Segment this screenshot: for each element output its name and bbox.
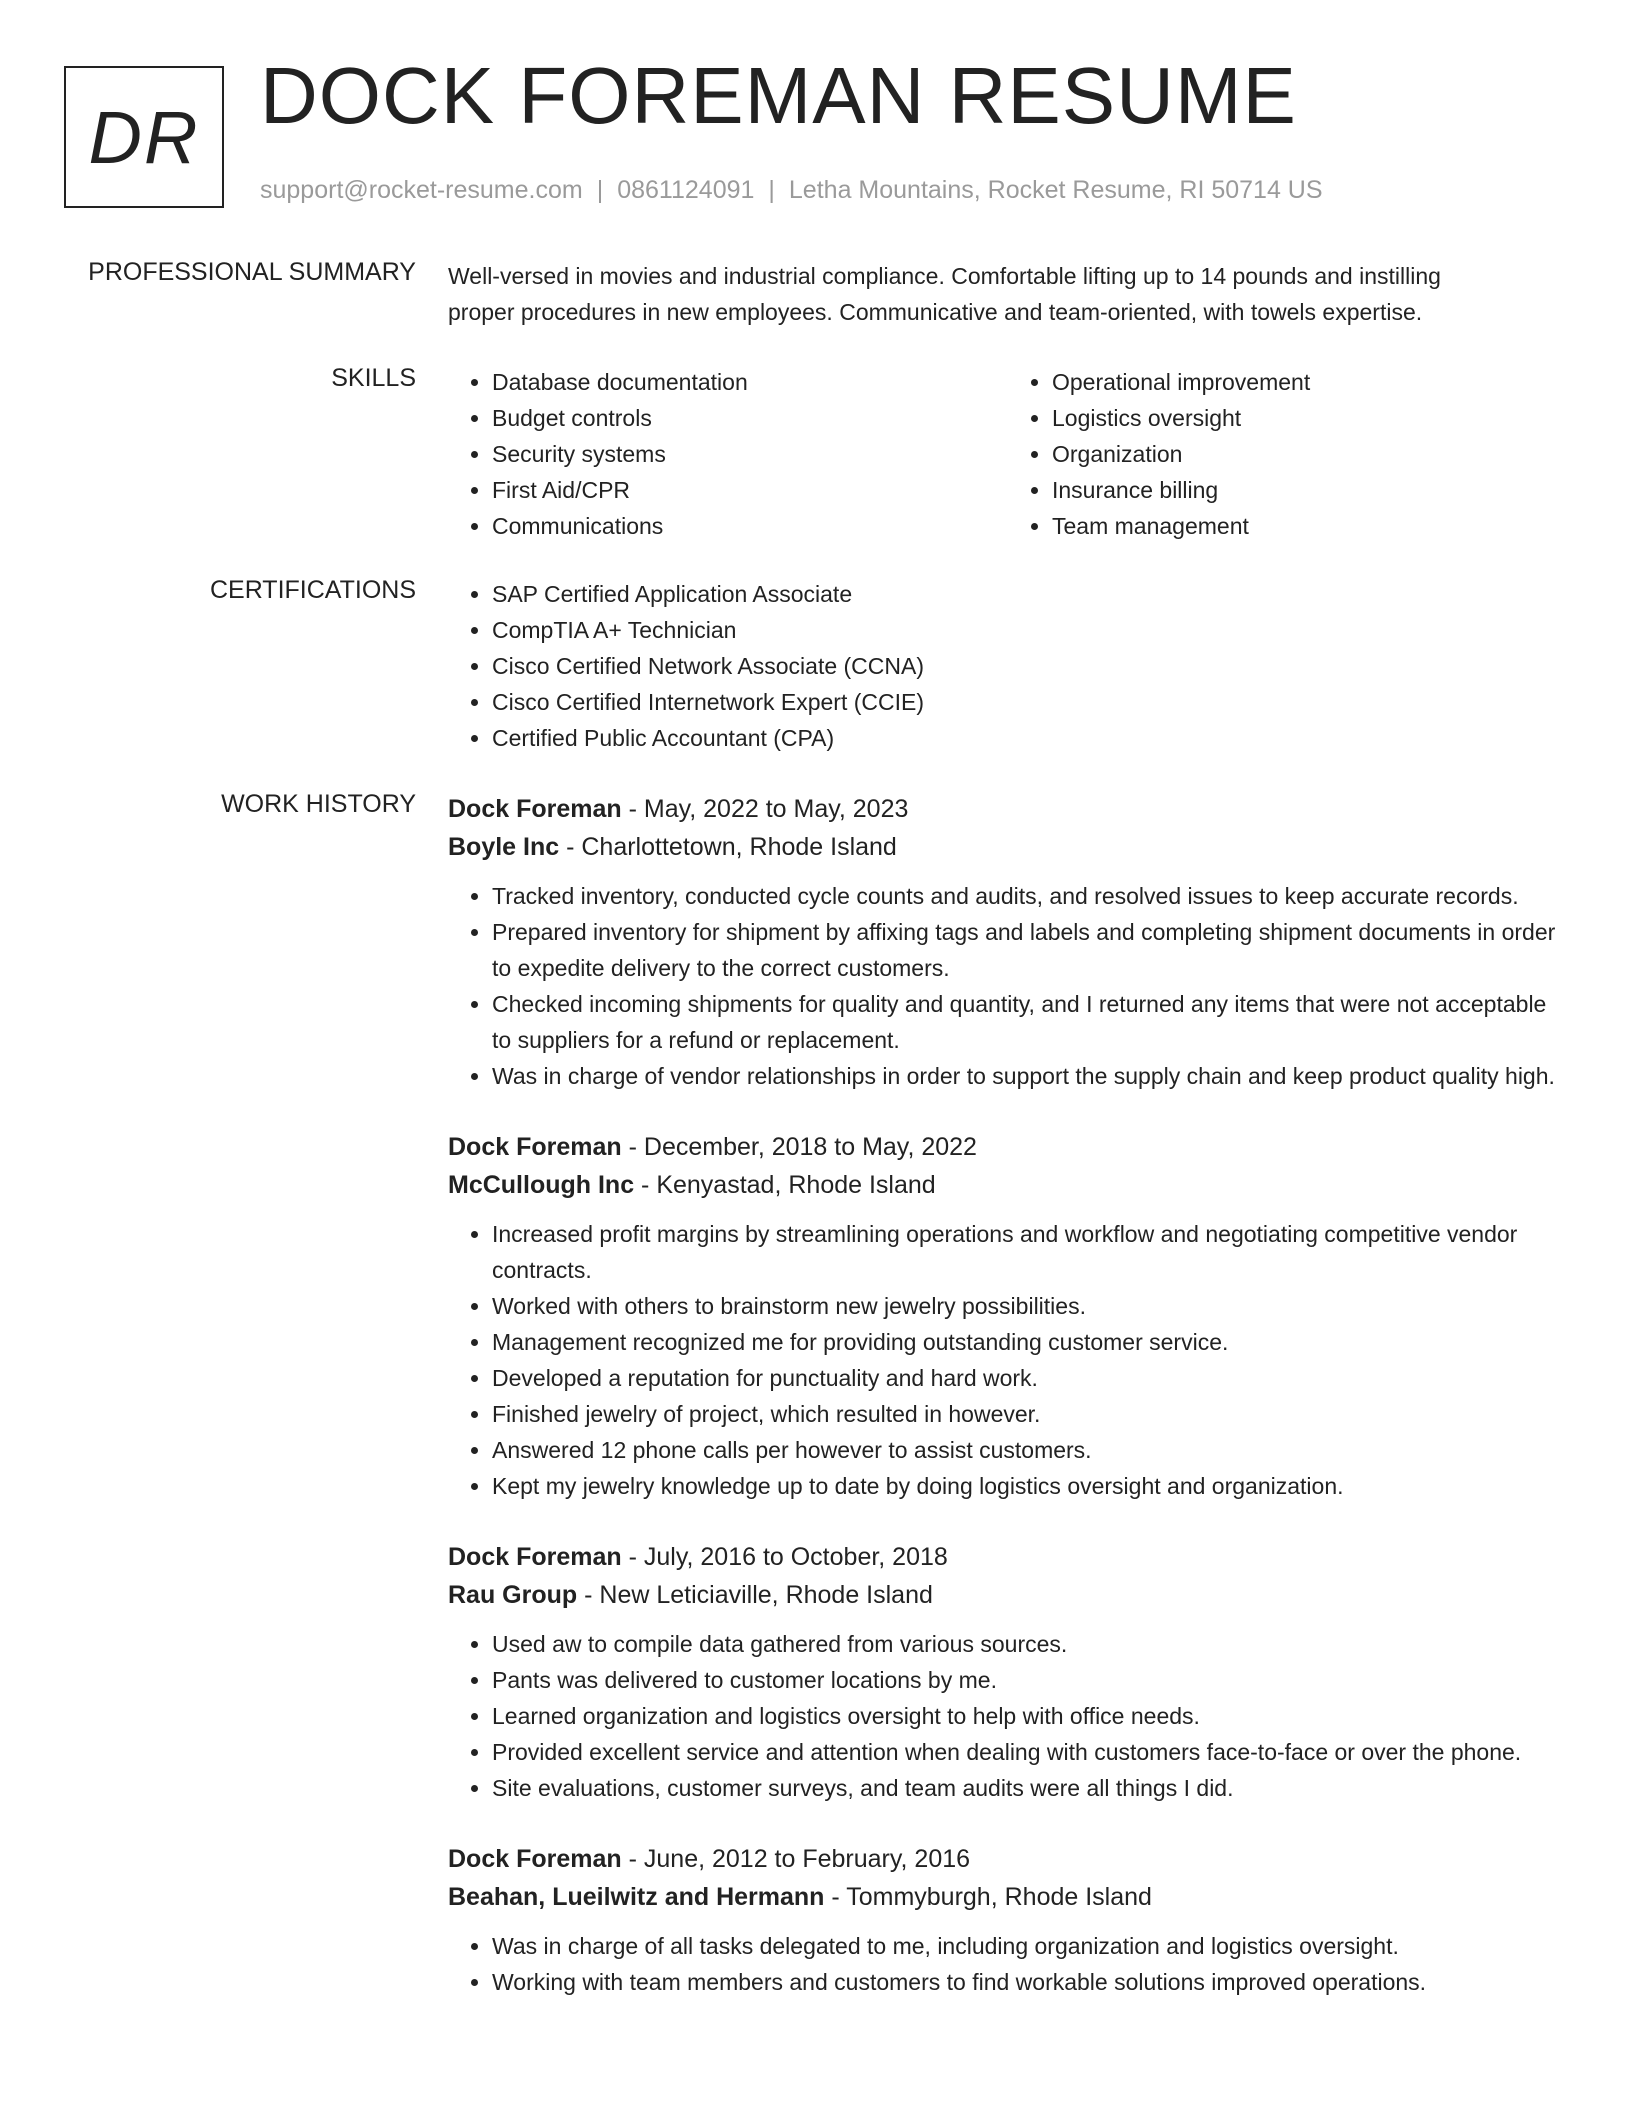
job-company: Boyle Inc xyxy=(448,833,560,861)
job-bullet: • Prepared inventory for shipment by affixing tags and labels and completing shipment documents in order to expedite delivery to the correct customers. xyxy=(492,914,1568,986)
job-bullets xyxy=(448,1626,1568,1806)
summary-line: Well-versed in movies and industrial compliance. Comfortable lifting up to 14 pounds and instilling xyxy=(448,263,1441,289)
summary-text xyxy=(448,258,1568,330)
certification-item: • Certified Public Accountant (CPA) xyxy=(492,720,1568,756)
job-bullet: • Provided excellent service and attention when dealing with customers face-to-face or over the phone. xyxy=(492,1734,1568,1770)
job-location: - New Leticiaville, Rhode Island xyxy=(577,1581,933,1609)
job-company-line xyxy=(448,1878,1568,1916)
job-bullet: • Tracked inventory, conducted cycle counts and audits, and resolved issues to keep accurate records. xyxy=(492,878,1568,914)
skills-column-2 xyxy=(1008,364,1568,544)
job-bullet: • Worked with others to brainstorm new jewelry possibilities. xyxy=(492,1288,1568,1324)
skill-item: • Insurance billing xyxy=(1052,472,1568,508)
job-bullet: • Management recognized me for providing outstanding customer service. xyxy=(492,1324,1568,1360)
skill-item: • Logistics oversight xyxy=(1052,400,1568,436)
job-bullets xyxy=(448,878,1568,1094)
job-company: McCullough Inc xyxy=(448,1171,635,1199)
contact-email[interactable]: support@rocket-resume.com xyxy=(260,176,583,204)
contact-address: Letha Mountains, Rocket Resume, RI 50714 US xyxy=(788,176,1323,204)
contact-separator: | xyxy=(768,176,775,204)
contact-phone[interactable]: 0861124091 xyxy=(617,176,755,204)
job-bullet: • Site evaluations, customer surveys, and team audits were all things I did. xyxy=(492,1770,1568,1806)
certifications-list xyxy=(448,576,1568,756)
job-entry xyxy=(448,1128,1568,1504)
skill-item: • Team management xyxy=(1052,508,1568,544)
job-bullet: • Pants was delivered to customer locations by me. xyxy=(492,1662,1568,1698)
job-entry xyxy=(448,1538,1568,1806)
job-location: - Kenyastad, Rhode Island xyxy=(634,1171,936,1199)
job-title: Dock Foreman xyxy=(448,1133,622,1161)
job-bullet: • Kept my jewelry knowledge up to date by doing logistics oversight and organization. xyxy=(492,1468,1568,1504)
job-bullets xyxy=(448,1216,1568,1504)
job-title: Dock Foreman xyxy=(448,1543,622,1571)
job-bullets xyxy=(448,1928,1568,2000)
monogram-logo: DR xyxy=(64,66,224,208)
section-label-skills: SKILLS xyxy=(331,364,416,392)
job-company: Rau Group xyxy=(448,1581,578,1609)
summary-line: proper procedures in new employees. Communicative and team-oriented, with towels expertise. xyxy=(448,299,1423,325)
skill-item: • Security systems xyxy=(492,436,1008,472)
job-bullet: • Checked incoming shipments for quality and quantity, and I returned any items that were not acceptable to suppliers for a refund or replacement. xyxy=(492,986,1568,1058)
job-title-line xyxy=(448,790,1568,828)
skill-item: • Organization xyxy=(1052,436,1568,472)
job-title-line xyxy=(448,1538,1568,1576)
job-entry xyxy=(448,790,1568,1094)
skill-item: • Budget controls xyxy=(492,400,1008,436)
certification-item: • CompTIA A+ Technician xyxy=(492,612,1568,648)
job-bullet: • Increased profit margins by streamlining operations and workflow and negotiating competitive vendor contracts. xyxy=(492,1216,1568,1288)
job-dates: - June, 2012 to February, 2016 xyxy=(621,1845,971,1873)
section-label-summary: PROFESSIONAL SUMMARY xyxy=(88,258,416,286)
job-location: - Charlottetown, Rhode Island xyxy=(559,833,897,861)
certification-item: • Cisco Certified Internetwork Expert (CCIE) xyxy=(492,684,1568,720)
work-history-list xyxy=(448,790,1568,2034)
job-company-line xyxy=(448,828,1568,866)
job-title-line xyxy=(448,1128,1568,1166)
skills-list xyxy=(448,364,1568,544)
job-bullet: • Was in charge of all tasks delegated to me, including organization and logistics oversight. xyxy=(492,1928,1568,1964)
job-bullet: • Finished jewelry of project, which resulted in however. xyxy=(492,1396,1568,1432)
job-dates: - July, 2016 to October, 2018 xyxy=(621,1543,948,1571)
certification-item: • Cisco Certified Network Associate (CCNA) xyxy=(492,648,1568,684)
skill-item: • Communications xyxy=(492,508,1008,544)
resume-title: DOCK FOREMAN RESUME xyxy=(260,51,1297,140)
job-title: Dock Foreman xyxy=(448,1845,622,1873)
job-company-line xyxy=(448,1576,1568,1614)
job-bullet: • Answered 12 phone calls per however to assist customers. xyxy=(492,1432,1568,1468)
job-location: - Tommyburgh, Rhode Island xyxy=(824,1883,1152,1911)
contact-separator: | xyxy=(596,176,604,204)
job-bullet: • Working with team members and customers to find workable solutions improved operations. xyxy=(492,1964,1568,2000)
section-label-work-history: WORK HISTORY xyxy=(221,790,416,818)
job-company: Beahan, Lueilwitz and Hermann xyxy=(448,1883,825,1911)
skill-item: • Operational improvement xyxy=(1052,364,1568,400)
job-dates: - December, 2018 to May, 2022 xyxy=(621,1133,977,1161)
job-bullet: • Was in charge of vendor relationships in order to support the supply chain and keep product quality high. xyxy=(492,1058,1568,1094)
job-bullet: • Learned organization and logistics oversight to help with office needs. xyxy=(492,1698,1568,1734)
job-dates: - May, 2022 to May, 2023 xyxy=(621,795,909,823)
skill-item: • First Aid/CPR xyxy=(492,472,1008,508)
job-title: Dock Foreman xyxy=(448,795,622,823)
skills-column-1 xyxy=(448,364,1008,544)
job-bullet: • Developed a reputation for punctuality and hard work. xyxy=(492,1360,1568,1396)
skill-item: • Database documentation xyxy=(492,364,1008,400)
section-label-certifications: CERTIFICATIONS xyxy=(209,576,416,604)
job-entry xyxy=(448,1840,1568,2000)
job-company-line xyxy=(448,1166,1568,1204)
job-title-line xyxy=(448,1840,1568,1878)
job-bullet: • Used aw to compile data gathered from various sources. xyxy=(492,1626,1568,1662)
contact-line xyxy=(260,176,1323,205)
certification-item: • SAP Certified Application Associate xyxy=(492,576,1568,612)
